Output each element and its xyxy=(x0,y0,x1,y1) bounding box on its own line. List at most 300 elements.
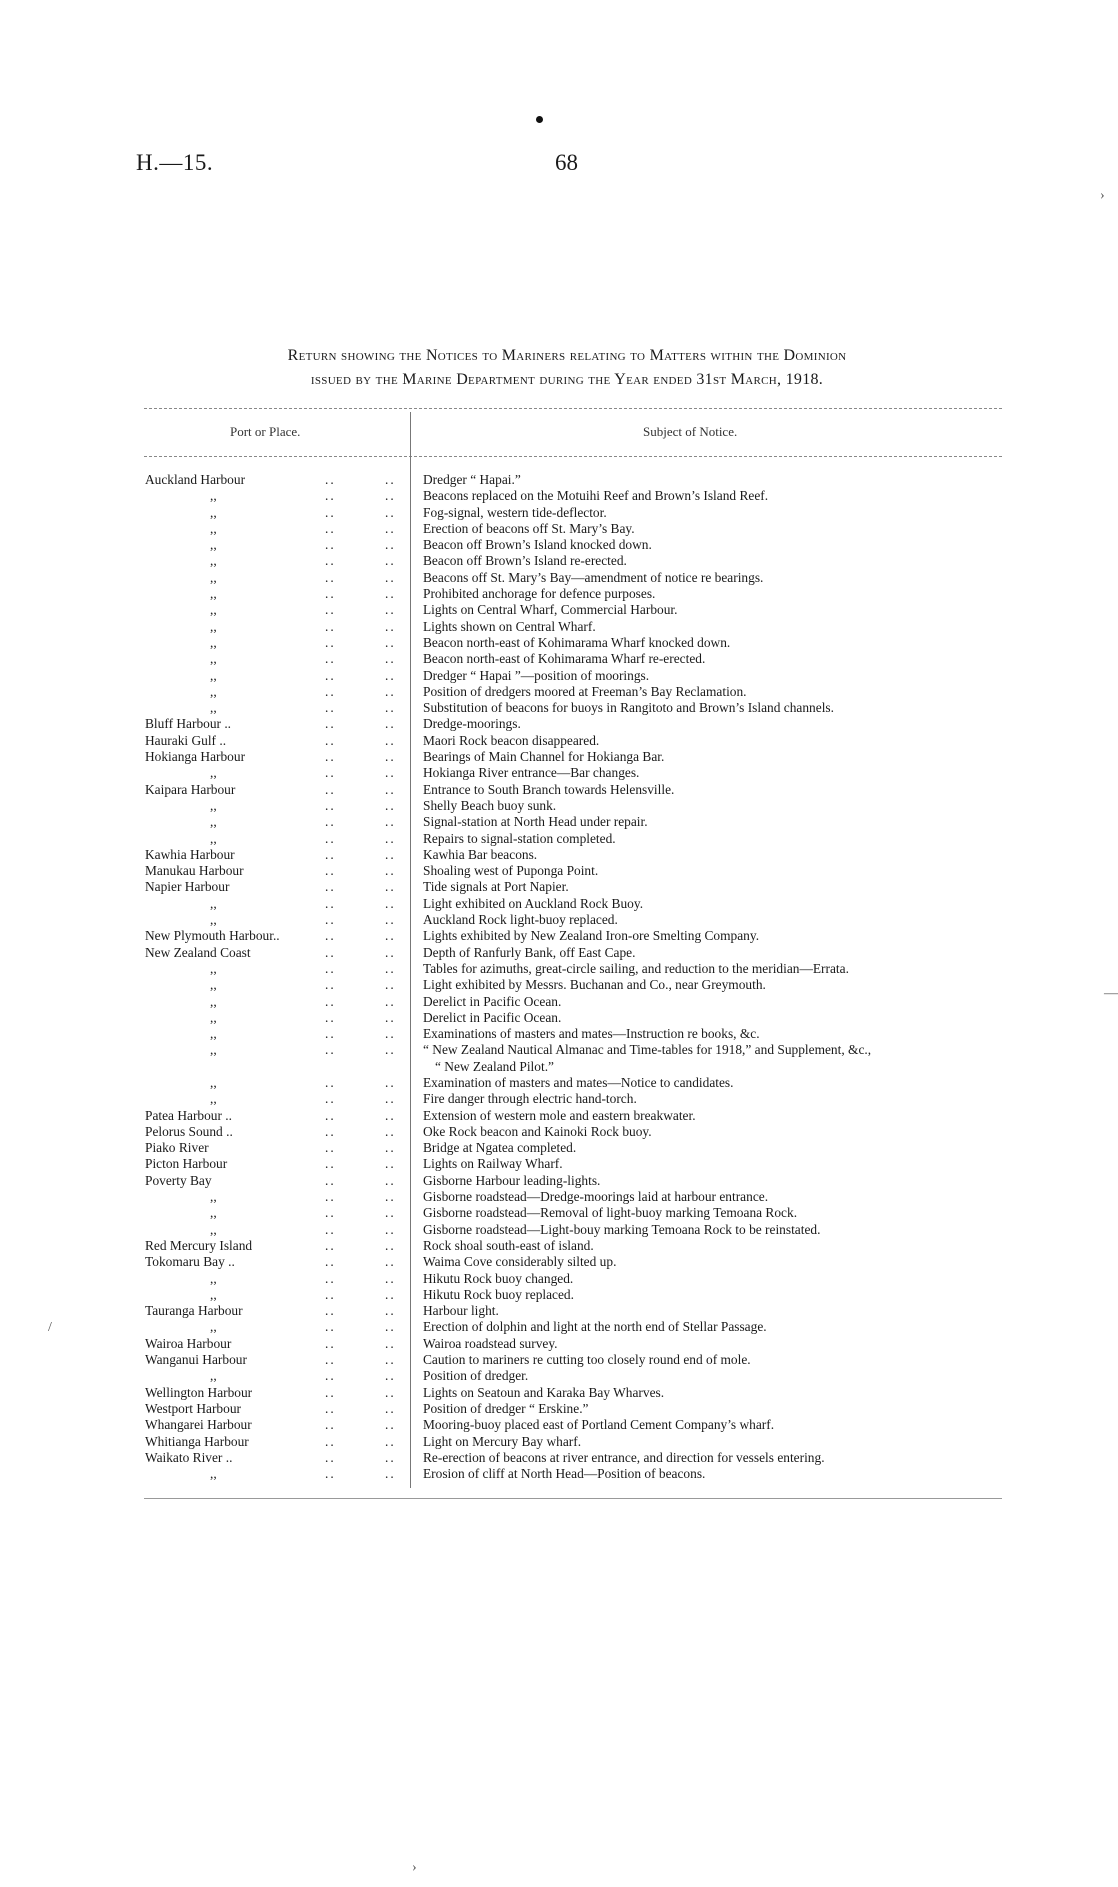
leader-dots: .. xyxy=(385,569,396,585)
subject-of-notice: Tables for azimuths, great-circle sailing, and reduction to the meridian—Errata. xyxy=(423,960,849,976)
port-or-place: Tauranga Harbour xyxy=(145,1303,243,1319)
table-row xyxy=(145,1434,1005,1450)
port-or-place: ,, xyxy=(210,1221,217,1237)
subject-of-notice: Lights on Seatoun and Karaka Bay Wharves. xyxy=(423,1384,665,1400)
leader-dots: .. xyxy=(325,1140,336,1156)
leader-dots: .. xyxy=(385,1352,396,1368)
leader-dots: .. xyxy=(385,1140,396,1156)
document-title xyxy=(130,344,1004,392)
leader-dots: .. xyxy=(325,1417,336,1433)
leader-dots: .. xyxy=(325,1303,336,1319)
table-row xyxy=(145,1385,1005,1401)
leader-dots: .. xyxy=(385,1107,396,1123)
leader-dots: .. xyxy=(385,1074,396,1090)
subject-of-notice: Beacon off Brown’s Island knocked down. xyxy=(423,537,652,553)
subject-of-notice: Derelict in Pacific Ocean. xyxy=(423,1009,562,1025)
subject-of-notice: Shelly Beach buoy sunk. xyxy=(423,797,557,813)
table-row xyxy=(145,586,1005,602)
table-row xyxy=(145,1450,1005,1466)
leader-dots: .. xyxy=(385,1026,396,1042)
table-row xyxy=(145,553,1005,569)
leader-dots: .. xyxy=(325,553,336,569)
port-or-place: Pelorus Sound .. xyxy=(145,1123,233,1139)
port-or-place: ,, xyxy=(210,537,217,553)
leader-dots: .. xyxy=(325,1384,336,1400)
margin-mark: › xyxy=(412,1860,417,1875)
leader-dots: .. xyxy=(325,912,336,928)
table-row xyxy=(145,1010,1005,1026)
table-row xyxy=(145,977,1005,993)
leader-dots: .. xyxy=(325,1156,336,1172)
leader-dots: .. xyxy=(385,537,396,553)
leader-dots: .. xyxy=(325,1270,336,1286)
subject-of-notice: Auckland Rock light-buoy replaced. xyxy=(423,912,618,928)
leader-dots: .. xyxy=(325,1091,336,1107)
table-row xyxy=(145,1108,1005,1124)
port-or-place: Picton Harbour xyxy=(145,1156,228,1172)
leader-dots: .. xyxy=(325,537,336,553)
leader-dots: .. xyxy=(325,700,336,716)
leader-dots: .. xyxy=(385,1319,396,1335)
subject-of-notice: “ New Zealand Nautical Almanac and Time-tables for 1918,” and Supplement, &c., xyxy=(423,1042,872,1058)
port-or-place: Hokianga Harbour xyxy=(145,749,246,765)
subject-of-notice: Bridge at Ngatea completed. xyxy=(423,1140,577,1156)
subject-of-notice: Dredger “ Hapai.” xyxy=(423,472,521,487)
table-row xyxy=(145,1124,1005,1140)
port-or-place: ,, xyxy=(210,504,217,520)
leader-dots: .. xyxy=(385,928,396,944)
port-or-place: ,, xyxy=(210,618,217,634)
subject-of-notice: Hokianga River entrance—Bar changes. xyxy=(423,765,640,781)
table-row xyxy=(145,1319,1005,1335)
port-or-place: ,, xyxy=(210,586,217,602)
port-or-place: ,, xyxy=(210,1286,217,1302)
leader-dots: .. xyxy=(325,749,336,765)
table-row xyxy=(145,1287,1005,1303)
table-row xyxy=(145,749,1005,765)
subject-of-notice: Hikutu Rock buoy changed. xyxy=(423,1270,574,1286)
table-row xyxy=(145,521,1005,537)
leader-dots: .. xyxy=(325,472,336,487)
port-or-place: ,, xyxy=(210,993,217,1009)
subject-of-notice: “ New Zealand Pilot.” xyxy=(435,1058,554,1074)
subject-of-notice: Examination of masters and mates—Notice to candidates. xyxy=(423,1074,734,1090)
leader-dots: .. xyxy=(325,520,336,536)
leader-dots: .. xyxy=(385,504,396,520)
leader-dots: .. xyxy=(385,1286,396,1302)
leader-dots: .. xyxy=(325,814,336,830)
leader-dots: .. xyxy=(385,1417,396,1433)
table-row xyxy=(145,1368,1005,1384)
leader-dots: .. xyxy=(385,1221,396,1237)
port-or-place: Wairoa Harbour xyxy=(145,1335,232,1351)
leader-dots: .. xyxy=(385,977,396,993)
port-or-place: ,, xyxy=(210,797,217,813)
port-or-place: ,, xyxy=(210,1009,217,1025)
subject-of-notice: Position of dredger. xyxy=(423,1368,529,1384)
port-or-place: ,, xyxy=(210,667,217,683)
leader-dots: .. xyxy=(385,553,396,569)
leader-dots: .. xyxy=(325,683,336,699)
port-or-place: Manukau Harbour xyxy=(145,863,244,879)
margin-mark: — xyxy=(1104,986,1118,1001)
port-or-place: ,, xyxy=(210,1074,217,1090)
table-row xyxy=(145,684,1005,700)
table-row xyxy=(145,1352,1005,1368)
port-or-place: ,, xyxy=(210,1042,217,1058)
leader-dots: .. xyxy=(385,830,396,846)
table-row xyxy=(145,1271,1005,1287)
table-row xyxy=(145,700,1005,716)
port-or-place: ,, xyxy=(210,977,217,993)
leader-dots: .. xyxy=(385,488,396,504)
port-or-place: Wellington Harbour xyxy=(145,1384,253,1400)
port-or-place: ,, xyxy=(210,569,217,585)
port-or-place: Westport Harbour xyxy=(145,1400,241,1416)
table-row xyxy=(145,945,1005,961)
leader-dots: .. xyxy=(385,1449,396,1465)
table-row xyxy=(145,1205,1005,1221)
subject-of-notice: Gisborne roadstead—Light-bouy marking Temoana Rock to be reinstated. xyxy=(423,1221,821,1237)
port-or-place: ,, xyxy=(210,683,217,699)
leader-dots: .. xyxy=(325,1286,336,1302)
leader-dots: .. xyxy=(325,618,336,634)
table-row xyxy=(145,896,1005,912)
subject-of-notice: Lights on Central Wharf, Commercial Harbour. xyxy=(423,602,678,618)
subject-of-notice: Wairoa roadstead survey. xyxy=(423,1335,558,1351)
leader-dots: .. xyxy=(325,1466,336,1482)
port-or-place: ,, xyxy=(210,1189,217,1205)
subject-of-notice: Lights exhibited by New Zealand Iron-ore Smelting Company. xyxy=(423,928,760,944)
subject-of-notice: Depth of Ranfurly Bank, off East Cape. xyxy=(423,944,636,960)
port-or-place: ,, xyxy=(210,1270,217,1286)
port-or-place: Napier Harbour xyxy=(145,879,230,895)
subject-of-notice: Maori Rock beacon disappeared. xyxy=(423,732,600,748)
leader-dots: .. xyxy=(385,960,396,976)
leader-dots: .. xyxy=(385,700,396,716)
table-row xyxy=(145,1091,1005,1107)
leader-dots: .. xyxy=(325,1433,336,1449)
port-or-place: New Zealand Coast xyxy=(145,944,251,960)
table-row xyxy=(145,912,1005,928)
subject-of-notice: Lights shown on Central Wharf. xyxy=(423,618,596,634)
leader-dots: .. xyxy=(385,1254,396,1270)
column-header-subject: Subject of Notice. xyxy=(643,424,738,439)
title-line-1: Return showing the Notices to Mariners relating to Matters within the Dominion xyxy=(287,347,847,364)
port-or-place: ,, xyxy=(210,1368,217,1384)
subject-of-notice: Shoaling west of Puponga Point. xyxy=(423,863,599,879)
subject-of-notice: Waima Cove considerably silted up. xyxy=(423,1254,617,1270)
leader-dots: .. xyxy=(325,1123,336,1139)
table-row xyxy=(145,1466,1005,1482)
leader-dots: .. xyxy=(385,1270,396,1286)
leader-dots: .. xyxy=(325,1009,336,1025)
subject-of-notice: Beacon north-east of Kohimarama Wharf re-erected. xyxy=(423,651,706,667)
subject-of-notice: Erection of beacons off St. Mary’s Bay. xyxy=(423,520,635,536)
port-or-place: Whitianga Harbour xyxy=(145,1433,249,1449)
port-or-place: ,, xyxy=(210,912,217,928)
subject-of-notice: Lights on Railway Wharf. xyxy=(423,1156,563,1172)
leader-dots: .. xyxy=(325,1335,336,1351)
column-header-place: Port or Place. xyxy=(230,424,301,439)
table-row xyxy=(145,831,1005,847)
table-row xyxy=(145,847,1005,863)
leader-dots: .. xyxy=(385,1009,396,1025)
port-or-place: Red Mercury Island xyxy=(145,1237,253,1253)
leader-dots: .. xyxy=(325,797,336,813)
margin-mark: › xyxy=(1100,188,1105,203)
port-or-place: New Plymouth Harbour.. xyxy=(145,928,280,944)
subject-of-notice: Hikutu Rock buoy replaced. xyxy=(423,1286,574,1302)
leader-dots: .. xyxy=(385,846,396,862)
leader-dots: .. xyxy=(385,944,396,960)
leader-dots: .. xyxy=(385,993,396,1009)
leader-dots: .. xyxy=(385,1091,396,1107)
leader-dots: .. xyxy=(325,1026,336,1042)
leader-dots: .. xyxy=(325,504,336,520)
leader-dots: .. xyxy=(325,1107,336,1123)
subject-of-notice: Harbour light. xyxy=(423,1303,499,1319)
subject-of-notice: Prohibited anchorage for defence purposes. xyxy=(423,586,656,602)
leader-dots: .. xyxy=(385,765,396,781)
leader-dots: .. xyxy=(325,651,336,667)
subject-of-notice: Oke Rock beacon and Kainoki Rock buoy. xyxy=(423,1123,652,1139)
table-row xyxy=(145,472,1005,488)
leader-dots: .. xyxy=(325,879,336,895)
subject-of-notice: Examinations of masters and mates—Instruction re books, &c. xyxy=(423,1026,760,1042)
title-line-2: issued by the Marine Department during the Year ended 31st March, 1918. xyxy=(310,371,824,388)
port-or-place: Kawhia Harbour xyxy=(145,846,235,862)
table-row xyxy=(145,570,1005,586)
subject-of-notice: Caution to mariners re cutting too closely round end of mole. xyxy=(423,1352,751,1368)
table-row xyxy=(145,1189,1005,1205)
leader-dots: .. xyxy=(385,732,396,748)
subject-of-notice: Beacon north-east of Kohimarama Wharf knocked down. xyxy=(423,634,731,650)
leader-dots: .. xyxy=(325,1254,336,1270)
leader-dots: .. xyxy=(325,895,336,911)
subject-of-notice: Position of dredgers moored at Freeman’s Bay Reclamation. xyxy=(423,683,747,699)
leader-dots: .. xyxy=(325,993,336,1009)
table-row xyxy=(145,1417,1005,1433)
table-row xyxy=(145,537,1005,553)
leader-dots: .. xyxy=(385,1466,396,1482)
leader-dots: .. xyxy=(325,863,336,879)
leader-dots: .. xyxy=(325,846,336,862)
port-or-place: Patea Harbour .. xyxy=(145,1107,233,1123)
leader-dots: .. xyxy=(325,602,336,618)
leader-dots: .. xyxy=(325,488,336,504)
port-or-place: Waikato River .. xyxy=(145,1449,233,1465)
port-or-place: Kaipara Harbour xyxy=(145,781,236,797)
leader-dots: .. xyxy=(325,960,336,976)
table-row xyxy=(145,1140,1005,1156)
subject-of-notice: Re-erection of beacons at river entrance, and direction for vessels entering. xyxy=(423,1449,825,1465)
leader-dots: .. xyxy=(385,1172,396,1188)
table-row xyxy=(145,863,1005,879)
subject-of-notice: Beacon off Brown’s Island re-erected. xyxy=(423,553,627,569)
leader-dots: .. xyxy=(385,683,396,699)
table-row xyxy=(145,733,1005,749)
document-reference: H.—15. xyxy=(136,150,214,175)
table-row xyxy=(145,1026,1005,1042)
margin-mark: / xyxy=(48,1320,52,1335)
subject-of-notice: Dredge-moorings. xyxy=(423,716,521,732)
port-or-place: Hauraki Gulf .. xyxy=(145,732,227,748)
subject-of-notice: Dredger “ Hapai ”—position of moorings. xyxy=(423,667,650,683)
leader-dots: .. xyxy=(385,1303,396,1319)
port-or-place: ,, xyxy=(210,960,217,976)
leader-dots: .. xyxy=(385,781,396,797)
subject-of-notice: Extension of western mole and eastern breakwater. xyxy=(423,1107,696,1123)
port-or-place: ,, xyxy=(210,488,217,504)
port-or-place: Wanganui Harbour xyxy=(145,1352,247,1368)
leader-dots: .. xyxy=(325,1205,336,1221)
leader-dots: .. xyxy=(325,1221,336,1237)
leader-dots: .. xyxy=(325,765,336,781)
leader-dots: .. xyxy=(385,749,396,765)
leader-dots: .. xyxy=(385,1335,396,1351)
table-row xyxy=(145,879,1005,895)
subject-of-notice: Position of dredger “ Erskine.” xyxy=(423,1400,589,1416)
table-row xyxy=(145,1156,1005,1172)
leader-dots: .. xyxy=(385,472,396,487)
table-row xyxy=(145,994,1005,1010)
port-or-place: ,, xyxy=(210,1026,217,1042)
leader-dots: .. xyxy=(385,1384,396,1400)
port-or-place: ,, xyxy=(210,765,217,781)
table-row xyxy=(145,1336,1005,1352)
top-rule xyxy=(144,408,1002,409)
subject-of-notice: Beacons off St. Mary’s Bay—amendment of notice re bearings. xyxy=(423,569,764,585)
subject-of-notice: Light exhibited by Messrs. Buchanan and Co., near Greymouth. xyxy=(423,977,766,993)
port-or-place: Poverty Bay xyxy=(145,1172,212,1188)
bottom-rule xyxy=(144,1498,1002,1499)
leader-dots: .. xyxy=(325,928,336,944)
leader-dots: .. xyxy=(325,1189,336,1205)
leader-dots: .. xyxy=(325,634,336,650)
table-row xyxy=(145,1238,1005,1254)
table-row xyxy=(145,1042,1005,1058)
leader-dots: .. xyxy=(385,667,396,683)
leader-dots: .. xyxy=(385,634,396,650)
table-row xyxy=(145,619,1005,635)
port-or-place: Whangarei Harbour xyxy=(145,1417,252,1433)
leader-dots: .. xyxy=(385,1123,396,1139)
subject-of-notice: Erection of dolphin and light at the north end of Stellar Passage. xyxy=(423,1319,767,1335)
port-or-place: ,, xyxy=(210,553,217,569)
port-or-place: ,, xyxy=(210,651,217,667)
leader-dots: .. xyxy=(385,1042,396,1058)
subject-of-notice: Fire danger through electric hand-torch. xyxy=(423,1091,637,1107)
subject-of-notice: Derelict in Pacific Ocean. xyxy=(423,993,562,1009)
leader-dots: .. xyxy=(385,912,396,928)
subject-of-notice: Gisborne Harbour leading-lights. xyxy=(423,1172,601,1188)
leader-dots: .. xyxy=(325,1400,336,1416)
subject-of-notice: Light on Mercury Bay wharf. xyxy=(423,1433,582,1449)
table-row xyxy=(145,1303,1005,1319)
leader-dots: .. xyxy=(325,977,336,993)
leader-dots: .. xyxy=(385,520,396,536)
port-or-place: ,, xyxy=(210,602,217,618)
table-row xyxy=(145,1075,1005,1091)
port-or-place: ,, xyxy=(210,1319,217,1335)
subject-of-notice: Signal-station at North Head under repair. xyxy=(423,814,648,830)
leader-dots: .. xyxy=(385,814,396,830)
table-row xyxy=(145,668,1005,684)
notices-table xyxy=(145,472,1005,1482)
subject-of-notice: Rock shoal south-east of island. xyxy=(423,1237,594,1253)
leader-dots: .. xyxy=(325,1172,336,1188)
leader-dots: .. xyxy=(325,1319,336,1335)
table-row xyxy=(145,1254,1005,1270)
table-row xyxy=(145,1059,1005,1075)
table-row xyxy=(145,488,1005,504)
table-row xyxy=(145,928,1005,944)
leader-dots: .. xyxy=(385,651,396,667)
table-row xyxy=(145,782,1005,798)
port-or-place: ,, xyxy=(210,895,217,911)
leader-dots: .. xyxy=(325,830,336,846)
leader-dots: .. xyxy=(385,1205,396,1221)
leader-dots: .. xyxy=(325,716,336,732)
leader-dots: .. xyxy=(325,1449,336,1465)
leader-dots: .. xyxy=(385,586,396,602)
subject-of-notice: Beacons replaced on the Motuihi Reef and Brown’s Island Reef. xyxy=(423,488,769,504)
port-or-place: Tokomaru Bay .. xyxy=(145,1254,235,1270)
leader-dots: .. xyxy=(385,1433,396,1449)
table-row xyxy=(145,602,1005,618)
leader-dots: .. xyxy=(325,1074,336,1090)
table-row xyxy=(145,765,1005,781)
subject-of-notice: Kawhia Bar beacons. xyxy=(423,846,538,862)
leader-dots: .. xyxy=(325,732,336,748)
table-row xyxy=(145,814,1005,830)
port-or-place: ,, xyxy=(210,634,217,650)
port-or-place: Piako River xyxy=(145,1140,209,1156)
table-row xyxy=(145,1173,1005,1189)
page-dot-mark xyxy=(536,116,543,123)
table-row xyxy=(145,1222,1005,1238)
table-row xyxy=(145,716,1005,732)
leader-dots: .. xyxy=(325,667,336,683)
leader-dots: .. xyxy=(385,1368,396,1384)
leader-dots: .. xyxy=(385,1189,396,1205)
port-or-place: ,, xyxy=(210,1091,217,1107)
subject-of-notice: Fog-signal, western tide-deflector. xyxy=(423,504,607,520)
subject-of-notice: Gisborne roadstead—Removal of light-buoy marking Temoana Rock. xyxy=(423,1205,798,1221)
port-or-place: ,, xyxy=(210,1205,217,1221)
subject-of-notice: Entrance to South Branch towards Helensville. xyxy=(423,781,675,797)
table-row xyxy=(145,798,1005,814)
leader-dots: .. xyxy=(385,1237,396,1253)
subject-of-notice: Substitution of beacons for buoys in Rangitoto and Brown’s Island channels. xyxy=(423,700,834,716)
page-number: 68 xyxy=(555,150,578,175)
port-or-place: ,, xyxy=(210,520,217,536)
table-row xyxy=(145,505,1005,521)
subject-of-notice: Light exhibited on Auckland Rock Buoy. xyxy=(423,895,644,911)
leader-dots: .. xyxy=(325,586,336,602)
subject-of-notice: Gisborne roadstead—Dredge-moorings laid at harbour entrance. xyxy=(423,1189,769,1205)
port-or-place: ,, xyxy=(210,1466,217,1482)
leader-dots: .. xyxy=(385,879,396,895)
leader-dots: .. xyxy=(325,1352,336,1368)
leader-dots: .. xyxy=(325,1368,336,1384)
subject-of-notice: Mooring-buoy placed east of Portland Cement Company’s wharf. xyxy=(423,1417,775,1433)
table-row xyxy=(145,651,1005,667)
port-or-place: ,, xyxy=(210,814,217,830)
leader-dots: .. xyxy=(385,797,396,813)
subject-of-notice: Bearings of Main Channel for Hokianga Bar. xyxy=(423,749,665,765)
